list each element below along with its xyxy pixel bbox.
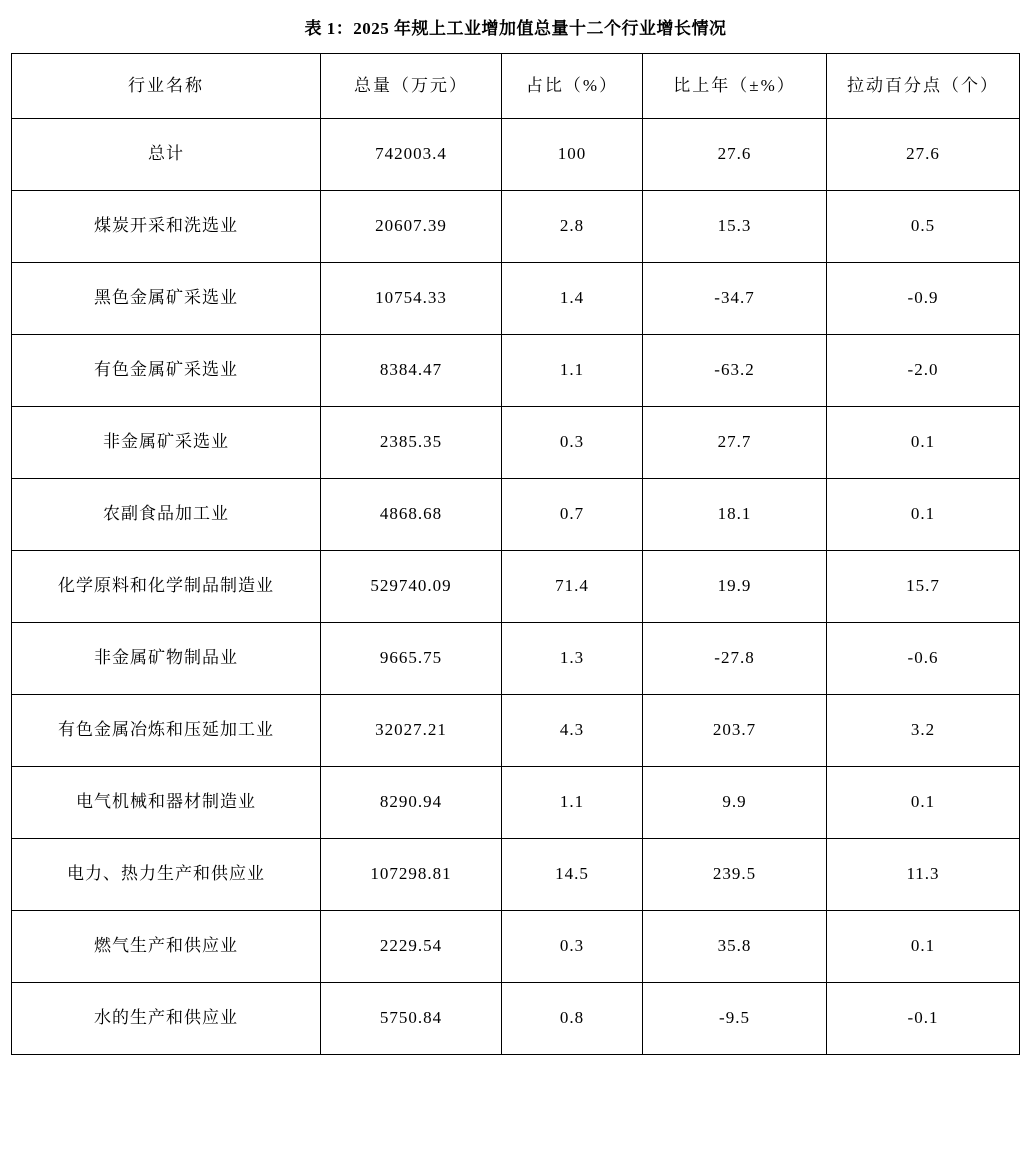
table-row bbox=[12, 983, 1020, 1055]
column-header-industry-name: 行业名称 bbox=[12, 54, 321, 119]
cell-yoy: 27.6 bbox=[643, 119, 827, 191]
cell-industry-name: 电气机械和器材制造业 bbox=[12, 767, 321, 839]
cell-share: 100 bbox=[502, 119, 643, 191]
cell-share: 0.3 bbox=[502, 407, 643, 479]
column-header-yoy: 比上年（±%） bbox=[643, 54, 827, 119]
table-row bbox=[12, 191, 1020, 263]
table-row bbox=[12, 551, 1020, 623]
cell-share: 2.8 bbox=[502, 191, 643, 263]
cell-pull: 11.3 bbox=[827, 839, 1020, 911]
cell-industry-name: 化学原料和化学制品制造业 bbox=[12, 551, 321, 623]
cell-share: 0.3 bbox=[502, 911, 643, 983]
table-row bbox=[12, 335, 1020, 407]
cell-yoy: 19.9 bbox=[643, 551, 827, 623]
cell-share: 0.7 bbox=[502, 479, 643, 551]
cell-industry-name: 总计 bbox=[12, 119, 321, 191]
cell-yoy: -63.2 bbox=[643, 335, 827, 407]
cell-total: 2229.54 bbox=[321, 911, 502, 983]
cell-share: 1.1 bbox=[502, 767, 643, 839]
cell-yoy: 27.7 bbox=[643, 407, 827, 479]
cell-total: 10754.33 bbox=[321, 263, 502, 335]
cell-yoy: 35.8 bbox=[643, 911, 827, 983]
cell-share: 1.3 bbox=[502, 623, 643, 695]
cell-pull: 0.1 bbox=[827, 407, 1020, 479]
cell-total: 2385.35 bbox=[321, 407, 502, 479]
table-row bbox=[12, 695, 1020, 767]
table-row bbox=[12, 263, 1020, 335]
cell-total: 8290.94 bbox=[321, 767, 502, 839]
cell-yoy: -34.7 bbox=[643, 263, 827, 335]
table-row bbox=[12, 839, 1020, 911]
table-row bbox=[12, 479, 1020, 551]
industry-growth-table bbox=[11, 53, 1020, 1055]
cell-pull: -0.1 bbox=[827, 983, 1020, 1055]
cell-total: 529740.09 bbox=[321, 551, 502, 623]
cell-yoy: 18.1 bbox=[643, 479, 827, 551]
table-header-row bbox=[12, 54, 1020, 119]
cell-yoy: -9.5 bbox=[643, 983, 827, 1055]
cell-share: 1.4 bbox=[502, 263, 643, 335]
table-row bbox=[12, 911, 1020, 983]
cell-industry-name: 非金属矿采选业 bbox=[12, 407, 321, 479]
cell-share: 4.3 bbox=[502, 695, 643, 767]
cell-share: 14.5 bbox=[502, 839, 643, 911]
cell-yoy: 9.9 bbox=[643, 767, 827, 839]
cell-share: 0.8 bbox=[502, 983, 643, 1055]
table-row bbox=[12, 407, 1020, 479]
cell-pull: 0.5 bbox=[827, 191, 1020, 263]
cell-share: 71.4 bbox=[502, 551, 643, 623]
cell-total: 8384.47 bbox=[321, 335, 502, 407]
table-row bbox=[12, 767, 1020, 839]
cell-total: 5750.84 bbox=[321, 983, 502, 1055]
cell-industry-name: 非金属矿物制品业 bbox=[12, 623, 321, 695]
cell-industry-name: 电力、热力生产和供应业 bbox=[12, 839, 321, 911]
cell-pull: 0.1 bbox=[827, 479, 1020, 551]
cell-share: 1.1 bbox=[502, 335, 643, 407]
cell-total: 20607.39 bbox=[321, 191, 502, 263]
cell-pull: 27.6 bbox=[827, 119, 1020, 191]
cell-total: 107298.81 bbox=[321, 839, 502, 911]
table-row bbox=[12, 623, 1020, 695]
cell-yoy: 239.5 bbox=[643, 839, 827, 911]
cell-pull: 0.1 bbox=[827, 767, 1020, 839]
cell-industry-name: 水的生产和供应业 bbox=[12, 983, 321, 1055]
cell-industry-name: 农副食品加工业 bbox=[12, 479, 321, 551]
cell-pull: 0.1 bbox=[827, 911, 1020, 983]
table-row bbox=[12, 119, 1020, 191]
cell-yoy: 15.3 bbox=[643, 191, 827, 263]
table-caption: 表 1：2025 年规上工业增加值总量十二个行业增长情况 bbox=[304, 19, 727, 38]
cell-pull: -0.6 bbox=[827, 623, 1020, 695]
cell-total: 32027.21 bbox=[321, 695, 502, 767]
cell-industry-name: 有色金属矿采选业 bbox=[12, 335, 321, 407]
cell-industry-name: 燃气生产和供应业 bbox=[12, 911, 321, 983]
cell-yoy: -27.8 bbox=[643, 623, 827, 695]
cell-pull: 3.2 bbox=[827, 695, 1020, 767]
cell-industry-name: 黑色金属矿采选业 bbox=[12, 263, 321, 335]
cell-pull: -2.0 bbox=[827, 335, 1020, 407]
cell-industry-name: 有色金属冶炼和压延加工业 bbox=[12, 695, 321, 767]
cell-pull: 15.7 bbox=[827, 551, 1020, 623]
cell-pull: -0.9 bbox=[827, 263, 1020, 335]
cell-total: 4868.68 bbox=[321, 479, 502, 551]
cell-total: 9665.75 bbox=[321, 623, 502, 695]
cell-industry-name: 煤炭开采和洗选业 bbox=[12, 191, 321, 263]
cell-yoy: 203.7 bbox=[643, 695, 827, 767]
column-header-pull: 拉动百分点（个） bbox=[827, 54, 1020, 119]
cell-total: 742003.4 bbox=[321, 119, 502, 191]
table-body bbox=[12, 54, 1020, 1055]
column-header-total: 总量（万元） bbox=[321, 54, 502, 119]
column-header-share: 占比（%） bbox=[502, 54, 643, 119]
